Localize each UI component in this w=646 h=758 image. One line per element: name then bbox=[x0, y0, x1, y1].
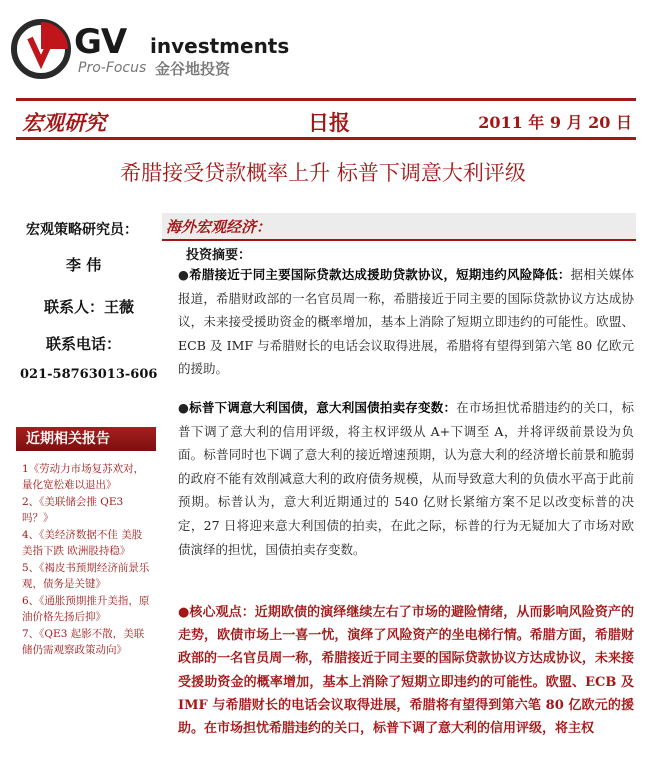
report-date: 2011 年 9 月 20 日 bbox=[478, 113, 632, 132]
related-report-item[interactable]: 5、《褐皮书预期经济前景乐观，债务是关键》 bbox=[22, 562, 150, 590]
summary-label: 投资摘要： bbox=[186, 248, 252, 263]
header-bottom-rule bbox=[16, 137, 636, 140]
report-type: 日报 bbox=[308, 110, 350, 135]
header-bar bbox=[16, 98, 636, 140]
section-title: 海外宏观经济： bbox=[166, 218, 272, 236]
related-reports-heading: 近期相关报告 bbox=[16, 427, 156, 451]
paragraph-italy-body: 在市场担忧希腊违约的关口，标普下调了意大利的信用评级，将主权评级从 A+下调至 A，并将评级前景设为负面。标普同时也下调了意大利的接近增速预期，认为意大利的经济增长前景和脆弱的政府不能有效削减意大利的政府债务规模，从而导致意大利的负债水平高于此前预期。标普认为，意大利近期通过的 540 亿财长紧缩方案不足以改变标普的决定，27 日将迎来意大利国债的拍卖，在此之际，标普的行为无疑加大了市场对欧债演绎的担忧，国债拍卖存变数。 bbox=[178, 400, 634, 557]
related-report-item[interactable]: 1《劳动力市场复苏欢对，量化宽松难以退出》 bbox=[22, 463, 145, 491]
logo-tagline: Pro-Focus bbox=[78, 60, 147, 76]
paragraph-greece bbox=[178, 263, 634, 381]
logo-mark-icon bbox=[10, 18, 72, 80]
paragraph-greece-lead: 希腊接近于同主要国际贷款达成援助贷款协议，短期违约风险降低： bbox=[189, 267, 571, 282]
bullet-icon: ● bbox=[178, 605, 190, 620]
related-report-item[interactable]: 2、《美联储会推 QE3 吗？》 bbox=[22, 496, 124, 524]
logo-brand-suffix: investments bbox=[150, 34, 290, 58]
related-reports-list bbox=[22, 462, 152, 660]
report-category: 宏观研究 bbox=[22, 110, 106, 135]
logo-tagline-cn: 金谷地投资 bbox=[155, 60, 231, 78]
paragraph-italy bbox=[178, 396, 634, 561]
related-report-item[interactable]: 4、《美经济数据不佳 美股美指下跌 欧洲股持稳》 bbox=[22, 529, 143, 557]
paragraph-greece-body: 据相关媒体报道，希腊财政部的一名官员周一称，希腊接近于同主要的国际贷款协议方达成协议，未来接受援助资金的概率增加，基本上消除了短期立即违约的可能性。欧盟、ECB 及 IMF 与希腊财长的电话会议取得进展，希腊将有望得到第六笔 80 亿欧元的援助。 bbox=[178, 267, 634, 377]
researcher-label: 宏观策略研究员： bbox=[26, 222, 138, 238]
researcher-name: 李 伟 bbox=[66, 256, 102, 274]
phone-number: 021-58763013-606 bbox=[20, 367, 158, 382]
core-view-text: 核心观点：近期欧债的演绎继续左右了市场的避险情绪，从而影响风险资产的走势，欧债市场上一喜一忧，演绎了风险资产的坐电梯行情。希腊方面，希腊财政部的一名官员周一称，希腊接近于同主要的国际贷款协议方达成协议，未来接受援助资金的概率增加，基本上消除了短期立即违约的可能性。欧盟、ECB 及 IMF 与希腊财长的电话会议取得进展，希腊将有望得到第六笔 80 亿欧元的援助。在市场担忧希腊违约的关口，标普下调了意大利的信用评级，将主权 bbox=[178, 605, 634, 737]
related-report-item[interactable]: 7、《QE3 起影不散，美联储仍需观察政策动向》 bbox=[22, 628, 145, 656]
bullet-icon: ● bbox=[178, 400, 190, 415]
related-report-item[interactable]: 6、《通胀预期推升美指，原油价格先扬后抑》 bbox=[22, 595, 150, 623]
paragraph-italy-lead: 标普下调意大利国债，意大利国债拍卖存变数： bbox=[189, 400, 457, 415]
report-title: 希腊接受贷款概率上升 标普下调意大利评级 bbox=[120, 161, 526, 185]
phone-label: 联系电话： bbox=[46, 335, 122, 353]
logo-brand: GV bbox=[74, 22, 127, 62]
bullet-icon: ● bbox=[178, 267, 190, 282]
contact-person: 联系人：王薇 bbox=[44, 298, 135, 316]
core-view-paragraph bbox=[178, 601, 634, 740]
header-top-rule bbox=[16, 98, 636, 101]
section-header bbox=[162, 213, 636, 241]
